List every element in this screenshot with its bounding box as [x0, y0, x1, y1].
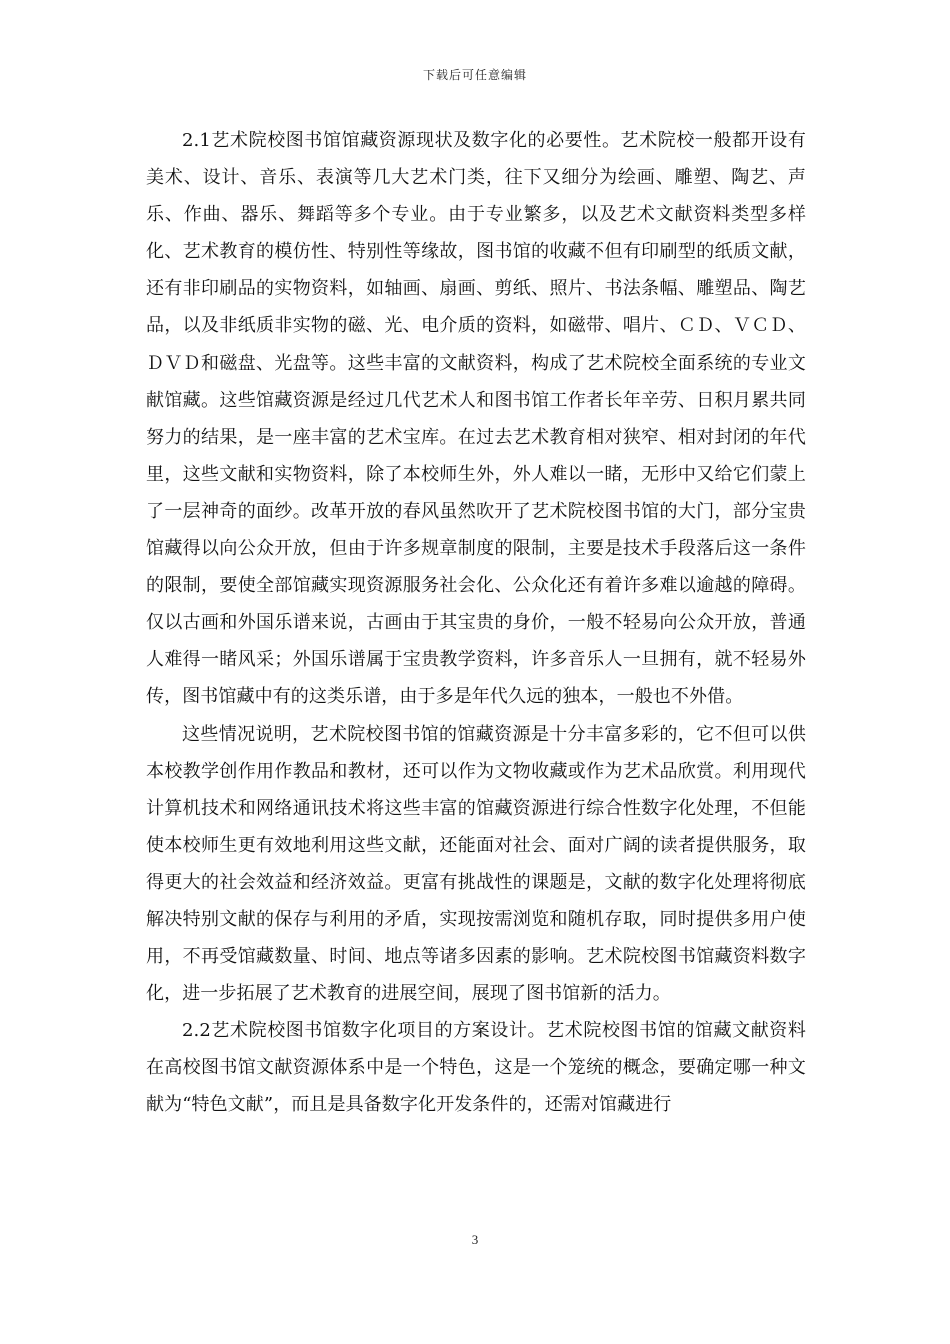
page-number: 3 [471, 1232, 479, 1247]
paragraph-2-1: 2.1艺术院校图书馆馆藏资源现状及数字化的必要性。艺术院校一般都开设有美术、设计、音乐、表演等几大艺术门类，往下又细分为绘画、雕塑、陶艺、声乐、作曲、器乐、舞蹈等多个专业。由于专业繁多，以及艺术文献资料类型多样化、艺术教育的模仿性、特别性等缘故，图书馆的收藏不但有印刷型的纸质文献，还有非印刷品的实物资料，如轴画、扇画、剪纸、照片、书法条幅、雕塑品、陶艺品，以及非纸质非实物的磁、光、电介质的资料，如磁带、唱片、ＣＤ、ＶＣＤ、ＤＶＤ和磁盘、光盘等。这些丰富的文献资料，构成了艺术院校全面系统的专业文献馆藏。这些馆藏资源是经过几代艺术人和图书馆工作者长年辛劳、日积月累共同努力的结果，是一座丰富的艺术宝库。在过去艺术教育相对狭窄、相对封闭的年代里，这些文献和实物资料，除了本校师生外，外人难以一睹，无形中又给它们蒙上了一层神奇的面纱。改革开放的春风虽然吹开了艺术院校图书馆的大门，部分宝贵馆藏得以向公众开放，但由于许多规章制度的限制，主要是技术手段落后这一条件的限制，要使全部馆藏实现资源服务社会化、公众化还有着许多难以逾越的障碍。仅以古画和外国乐谱来说，古画由于其宝贵的身价，一般不轻易向公众开放，普通人难得一睹风采；外国乐谱属于宝贵教学资料，许多音乐人一旦拥有，就不轻易外传，图书馆藏中有的这类乐谱，由于多是年代久远的独本，一般也不外借。 [146, 130, 806, 708]
page-header: 下载后可任意编辑 [422, 68, 527, 82]
paragraph-2-2: 2.2艺术院校图书馆数字化项目的方案设计。艺术院校图书馆的馆藏文献资料在高校图书馆文献资源体系中是一个特色，这是一个笼统的概念，要确定哪一种文献为“特色文献”，而且是具备数字化开发条件的，还需对馆藏进行 [146, 1020, 806, 1116]
paragraph-significance: 这些情况说明，艺术院校图书馆的馆藏资源是十分丰富多彩的，它不但可以供本校教学创作用作教品和教材，还可以作为文物收藏或作为艺术品欣赏。利用现代计算机技术和网络通讯技术将这些丰富的馆藏资源进行综合性数字化处理，不但能使本校师生更有效地利用这些文献，还能面对社会、面对广阔的读者提供服务，取得更大的社会效益和经济效益。更富有挑战性的课题是，文献的数字化处理将彻底解决特别文献的保存与利用的矛盾，实现按需浏览和随机存取，同时提供多用户使用，不再受馆藏数量、时间、地点等诸多因素的影响。艺术院校图书馆藏资料数字化，进一步拓展了艺术教育的进展空间，展现了图书馆新的活力。 [146, 723, 806, 1005]
document-body [146, 122, 806, 1124]
